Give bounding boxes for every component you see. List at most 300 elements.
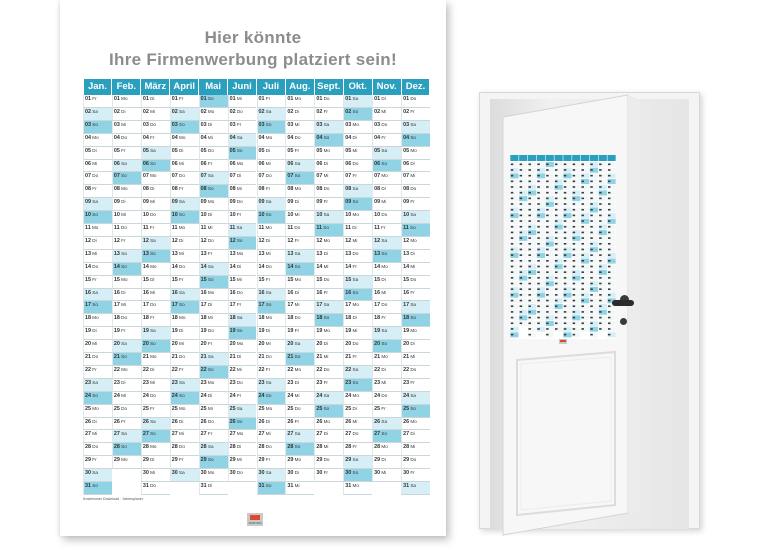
day-cell: 17 Di	[199, 301, 228, 314]
mini-day-number	[573, 254, 575, 256]
mini-day-number	[581, 186, 584, 188]
day-cell: 23 Mi	[141, 379, 170, 392]
day-cell: 12 Do	[199, 237, 228, 250]
mini-day-number	[520, 186, 523, 188]
mini-day-number	[546, 249, 549, 251]
mini-day-number	[599, 266, 602, 268]
mini-day-number	[528, 181, 531, 183]
day-cell: 25 Fr	[141, 405, 170, 418]
day-cell: 07 Mi	[401, 172, 430, 185]
mini-day-number	[528, 209, 531, 211]
mini-day-number	[581, 271, 584, 273]
day-cell: 26 Di	[170, 418, 199, 431]
mini-day-number	[599, 209, 602, 211]
day-cell: 14 Do	[257, 263, 286, 276]
day-cell: 10 Sa	[314, 211, 343, 224]
day-cell: 04 Mo	[257, 134, 286, 147]
mini-day-number	[599, 237, 602, 239]
day-cell: 04 So	[314, 134, 343, 147]
mini-day-number	[520, 249, 523, 251]
mini-day-number	[608, 254, 611, 256]
day-cell: 19 Fr	[112, 327, 141, 340]
day-cell: 01 Fr	[170, 95, 199, 108]
day-cell: 21 Sa	[199, 353, 228, 366]
day-cell: 16 Sa	[83, 289, 112, 302]
day-cell: 24 Do	[141, 392, 170, 405]
day-cell: 24 Fr	[228, 392, 257, 405]
day-cell: 03 Sa	[401, 121, 430, 134]
day-cell: 13 So	[141, 250, 170, 263]
day-cell: 20 Mo	[228, 340, 257, 353]
day-cell: 16 Mo	[199, 289, 228, 302]
mini-day-number	[546, 305, 549, 307]
mini-day-number	[564, 311, 567, 313]
day-cell: 07 Mi	[314, 172, 343, 185]
mini-day-number	[537, 322, 540, 324]
mini-day-number	[590, 215, 593, 217]
mini-day-number	[599, 164, 602, 166]
mini-day-number	[573, 226, 575, 228]
mini-day-number	[528, 300, 531, 302]
mini-day-number	[608, 237, 611, 239]
mini-day-number	[608, 334, 611, 336]
day-cell: 16 Sa	[170, 289, 199, 302]
day-cell: 23 Mo	[199, 379, 228, 392]
mini-day-number	[564, 322, 567, 324]
day-cell: 24 Sa	[401, 392, 430, 405]
mini-day-number	[537, 260, 540, 262]
mini-day-number	[511, 317, 514, 319]
day-cell: 27 Di	[401, 430, 430, 443]
mini-day-number	[564, 243, 567, 245]
mini-day-number	[511, 164, 514, 166]
day-cell: 05 Sa	[372, 147, 401, 160]
day-cell: 29 Di	[141, 456, 170, 469]
mini-day-number	[573, 305, 575, 307]
day-cell: 16 Di	[285, 289, 314, 302]
mini-month-header	[537, 155, 545, 161]
day-cell: 08 Sa	[343, 185, 372, 198]
day-cell: 16 So	[343, 289, 372, 302]
mini-day-number	[520, 181, 523, 183]
mini-day-number	[581, 164, 584, 166]
mini-day-number	[511, 220, 514, 222]
day-cell: 09 Di	[112, 198, 141, 211]
month-header-4: April	[170, 79, 198, 95]
mini-day-number	[581, 283, 584, 285]
day-cell: 21 Mi	[314, 353, 343, 366]
mini-day-number	[564, 283, 567, 285]
mini-day-number	[590, 260, 593, 262]
day-cell: 09 Do	[228, 198, 257, 211]
day-cell: 03 Mo	[343, 121, 372, 134]
day-cell: 03 Di	[199, 121, 228, 134]
day-cell: 26 Mo	[314, 418, 343, 431]
mini-day-number	[546, 215, 549, 217]
day-cell: 05 Fr	[112, 147, 141, 160]
day-cell: 13 Mi	[257, 250, 286, 263]
day-cell: 23 Sa	[170, 379, 199, 392]
day-cell: 08 Di	[372, 185, 401, 198]
day-cell: 08 Mi	[228, 185, 257, 198]
mini-day-number	[573, 198, 575, 200]
day-cell: 10 Sa	[401, 211, 430, 224]
day-cell: 22 So	[199, 366, 228, 379]
mini-day-number	[590, 334, 593, 336]
mini-day-number	[520, 311, 523, 313]
day-cell: 16 Fr	[401, 289, 430, 302]
mini-month-header	[519, 155, 527, 161]
day-cell: 18 Fr	[141, 314, 170, 327]
day-cell: 26 Fr	[285, 418, 314, 431]
mini-day-number	[528, 232, 531, 234]
day-cell: 17 So	[83, 301, 112, 314]
mini-day-number	[608, 209, 611, 211]
mini-day-number	[528, 164, 531, 166]
day-cell: 20 Mi	[170, 340, 199, 353]
day-cell: 20 Di	[401, 340, 430, 353]
day-cell: 17 Do	[141, 301, 170, 314]
mini-day-number	[573, 209, 575, 211]
day-cell: 08 Fr	[83, 185, 112, 198]
mini-day-number	[581, 322, 584, 324]
day-cell: 26 Mi	[343, 418, 372, 431]
day-cell: 05 Fr	[285, 147, 314, 160]
mini-day-number	[599, 220, 602, 222]
day-cell: 11 Mo	[170, 224, 199, 237]
day-cell: 14 Di	[228, 263, 257, 276]
mini-day-number	[546, 266, 549, 268]
day-cell: 06 Mi	[83, 160, 112, 173]
mini-day-number	[546, 311, 549, 313]
mini-day-number	[608, 266, 611, 268]
mini-day-number	[573, 164, 575, 166]
mini-day-number	[581, 198, 584, 200]
day-cell: 11 Do	[112, 224, 141, 237]
mini-day-number	[564, 232, 567, 234]
mini-day-number	[599, 249, 602, 251]
mini-day-number	[511, 266, 514, 268]
mini-day-number	[546, 243, 549, 245]
day-cell: 14 Mi	[401, 263, 430, 276]
mini-day-number	[546, 181, 549, 183]
day-cell: 22 Di	[141, 366, 170, 379]
mini-day-number	[555, 249, 558, 251]
mini-day-number	[590, 288, 593, 290]
mini-day-number	[608, 260, 611, 262]
day-cell: 31 Mo	[343, 482, 372, 495]
day-cell: 25 So	[401, 405, 430, 418]
day-cell: 20 Sa	[285, 340, 314, 353]
mini-day-number	[537, 271, 540, 273]
mini-day-number	[573, 186, 575, 188]
mini-day-number	[528, 243, 531, 245]
day-cell: 15 Mo	[112, 276, 141, 289]
day-cell: 23 Di	[112, 379, 141, 392]
mini-day-number	[608, 305, 611, 307]
mini-day-number	[599, 328, 602, 330]
mini-day-number	[573, 300, 575, 302]
mini-day-number	[555, 198, 558, 200]
mini-brand-logo	[559, 339, 567, 344]
day-cell: 27 Sa	[285, 430, 314, 443]
mini-day-number	[581, 328, 584, 330]
mini-day-number	[581, 277, 584, 279]
mini-day-number	[537, 254, 540, 256]
day-cell: 30 Do	[228, 469, 257, 482]
day-cell: 16 Di	[112, 289, 141, 302]
mini-day-number	[546, 271, 549, 273]
mini-day-number	[546, 322, 549, 324]
mini-day-number	[537, 243, 540, 245]
day-cell: 13 Mi	[83, 250, 112, 263]
mini-day-number	[564, 192, 567, 194]
day-cell: 23 Fr	[314, 379, 343, 392]
mini-day-number	[564, 328, 567, 330]
mini-day-number	[608, 283, 611, 285]
day-cell: 27 So	[141, 430, 170, 443]
day-cell: 09 Sa	[83, 198, 112, 211]
day-cell: 12 Fr	[285, 237, 314, 250]
mini-day-number	[564, 186, 567, 188]
mini-day-number	[608, 164, 611, 166]
day-cell: 11 Mo	[257, 224, 286, 237]
mini-day-number	[590, 175, 593, 177]
day-cell: 06 Di	[314, 160, 343, 173]
mini-day-number	[511, 186, 514, 188]
day-cell: 19 Di	[257, 327, 286, 340]
day-cell: 14 Fr	[343, 263, 372, 276]
mini-day-number	[564, 198, 567, 200]
day-cell: 22 Fr	[170, 366, 199, 379]
day-cell: 23 Fr	[401, 379, 430, 392]
mini-day-number	[520, 271, 523, 273]
day-cell: 06 Fr	[199, 160, 228, 173]
day-cell: 13 So	[372, 250, 401, 263]
mini-day-number	[599, 322, 602, 324]
day-cell: 06 Sa	[112, 160, 141, 173]
day-cell: 05 Di	[170, 147, 199, 160]
day-cell: 23 Sa	[83, 379, 112, 392]
day-cell: 17 So	[257, 301, 286, 314]
day-cell: 29 Mi	[228, 456, 257, 469]
mini-day-number	[608, 249, 611, 251]
mini-day-number	[581, 232, 584, 234]
mini-day-number	[573, 243, 575, 245]
day-cell: 09 Di	[285, 198, 314, 211]
day-cell: 21 Mi	[401, 353, 430, 366]
mini-day-number	[528, 203, 531, 205]
day-cell: 30 Di	[285, 469, 314, 482]
mini-day-number	[520, 300, 523, 302]
mini-day-number	[564, 181, 567, 183]
day-cell: 17 Sa	[314, 301, 343, 314]
day-cell: 29 So	[199, 456, 228, 469]
day-cell: 23 Sa	[257, 379, 286, 392]
mini-day-number	[546, 220, 549, 222]
mini-day-number	[555, 226, 558, 228]
day-cell: 03 Mi	[285, 121, 314, 134]
day-cell: 22 Di	[372, 366, 401, 379]
day-cell: 02 Fr	[314, 108, 343, 121]
mini-day-number	[546, 203, 549, 205]
brand-logo-text: PHOTON	[248, 521, 262, 525]
mini-day-number	[520, 226, 523, 228]
mini-day-number	[564, 254, 567, 256]
mini-day-number	[564, 164, 567, 166]
day-cell: 31 So	[83, 482, 112, 495]
mini-day-number	[590, 169, 593, 171]
month-header-10: Okt.	[344, 79, 372, 95]
mini-day-number	[599, 203, 602, 205]
mini-day-number	[511, 260, 514, 262]
day-cell: 02 So	[343, 108, 372, 121]
day-cell: 07 Mo	[141, 172, 170, 185]
day-cell: 08 Fr	[257, 185, 286, 198]
mini-day-number	[581, 226, 584, 228]
mini-day-number	[573, 294, 575, 296]
day-cell: 20 So	[141, 340, 170, 353]
mini-day-number	[608, 294, 611, 296]
mini-day-number	[528, 254, 531, 256]
day-cell: 07 Di	[228, 172, 257, 185]
day-cell: 26 Do	[199, 418, 228, 431]
mini-day-number	[546, 300, 549, 302]
day-cell: 08 Do	[314, 185, 343, 198]
mini-day-number	[590, 328, 593, 330]
mini-day-number	[528, 288, 531, 290]
day-cell: 25 Mo	[83, 405, 112, 418]
day-cell: 05 Di	[257, 147, 286, 160]
day-cell: 17 Sa	[401, 301, 430, 314]
day-cell: 17 Do	[372, 301, 401, 314]
mini-day-number	[590, 300, 593, 302]
day-cell: 01 Fr	[257, 95, 286, 108]
mini-day-number	[520, 283, 523, 285]
mini-day-number	[520, 288, 523, 290]
mini-day-number	[520, 203, 523, 205]
mini-day-number	[564, 334, 567, 336]
mini-calendar-on-door	[510, 155, 616, 339]
mini-day-number	[528, 169, 531, 171]
mini-day-number	[608, 317, 611, 319]
day-cell: 01 Sa	[343, 95, 372, 108]
month-header-1: Jan.	[84, 79, 112, 95]
day-cell: 09 Sa	[170, 198, 199, 211]
day-cell: 26 Mo	[401, 418, 430, 431]
mini-day-number	[511, 181, 514, 183]
mini-day-number	[564, 226, 567, 228]
day-cell: 12 Mo	[314, 237, 343, 250]
mini-day-number	[511, 283, 514, 285]
day-cell: 06 So	[372, 160, 401, 173]
day-cell: 30 Mi	[372, 469, 401, 482]
day-cell: 22 Do	[401, 366, 430, 379]
mini-day-number	[555, 322, 558, 324]
day-cell: 11 Do	[285, 224, 314, 237]
day-cell: 12 So	[228, 237, 257, 250]
mini-day-number	[599, 283, 602, 285]
door-handle[interactable]	[612, 300, 634, 306]
mini-day-number	[528, 277, 531, 279]
mini-day-number	[555, 317, 558, 319]
mini-day-number	[590, 266, 593, 268]
day-cell: 21 Fr	[343, 353, 372, 366]
day-cell: 19 Mi	[343, 327, 372, 340]
mini-day-number	[608, 311, 611, 313]
mini-day-number	[564, 305, 567, 307]
footer-text: Kostenloser Download · Jahresplaner	[83, 497, 143, 501]
mini-day-number	[555, 215, 558, 217]
mini-day-number	[546, 334, 549, 336]
day-cell: 17 Fr	[228, 301, 257, 314]
mini-day-number	[573, 220, 575, 222]
day-cell: 02 Do	[228, 108, 257, 121]
day-cell: 28 Mi	[314, 443, 343, 456]
mini-day-number	[581, 317, 584, 319]
day-cell: 16 Do	[228, 289, 257, 302]
mini-month-header	[590, 155, 598, 161]
day-cell: 02 Sa	[170, 108, 199, 121]
mini-day-number	[511, 305, 514, 307]
day-cell: 15 Di	[141, 276, 170, 289]
mini-day-number	[537, 164, 540, 166]
day-cell: 13 Sa	[285, 250, 314, 263]
day-cell: 19 Di	[170, 327, 199, 340]
mini-day-number	[555, 283, 558, 285]
day-cell: 07 So	[285, 172, 314, 185]
day-cell: 12 Mo	[401, 237, 430, 250]
mini-day-number	[520, 209, 523, 211]
day-cell: 27 Do	[343, 430, 372, 443]
day-cell: 05 Sa	[141, 147, 170, 160]
day-cell: 16 Mi	[141, 289, 170, 302]
day-cell: 05 Mo	[401, 147, 430, 160]
mini-day-number	[537, 300, 540, 302]
mini-day-number	[581, 249, 584, 251]
day-cell: 14 Sa	[199, 263, 228, 276]
mini-day-number	[511, 209, 514, 211]
mini-day-number	[511, 243, 514, 245]
mini-day-number	[573, 249, 575, 251]
month-header-12: Dez.	[402, 79, 430, 95]
mini-day-number	[528, 294, 531, 296]
day-cell: 14 Do	[83, 263, 112, 276]
mini-day-number	[546, 226, 549, 228]
day-cell: 18 Di	[343, 314, 372, 327]
day-cell: 18 Sa	[228, 314, 257, 327]
mini-day-number	[608, 181, 611, 183]
mini-day-number	[528, 249, 531, 251]
mini-day-number	[511, 271, 514, 273]
day-cell: 04 Di	[343, 134, 372, 147]
mini-day-number	[511, 277, 514, 279]
headline-line-2: Ihre Firmenwerbung platziert sein!	[109, 50, 397, 69]
day-cell: 16 Sa	[257, 289, 286, 302]
day-cell: 20 So	[372, 340, 401, 353]
day-cell: 27 Mi	[257, 430, 286, 443]
day-cell: 13 Di	[314, 250, 343, 263]
mini-day-number	[520, 254, 523, 256]
day-cell: 29 Fr	[170, 456, 199, 469]
mini-day-number	[590, 220, 593, 222]
mini-day-number	[599, 169, 602, 171]
mini-day-number	[520, 322, 523, 324]
mini-day-number	[511, 198, 514, 200]
mini-day-number	[564, 271, 567, 273]
mini-day-number	[608, 271, 611, 273]
mini-day-number	[528, 271, 531, 273]
